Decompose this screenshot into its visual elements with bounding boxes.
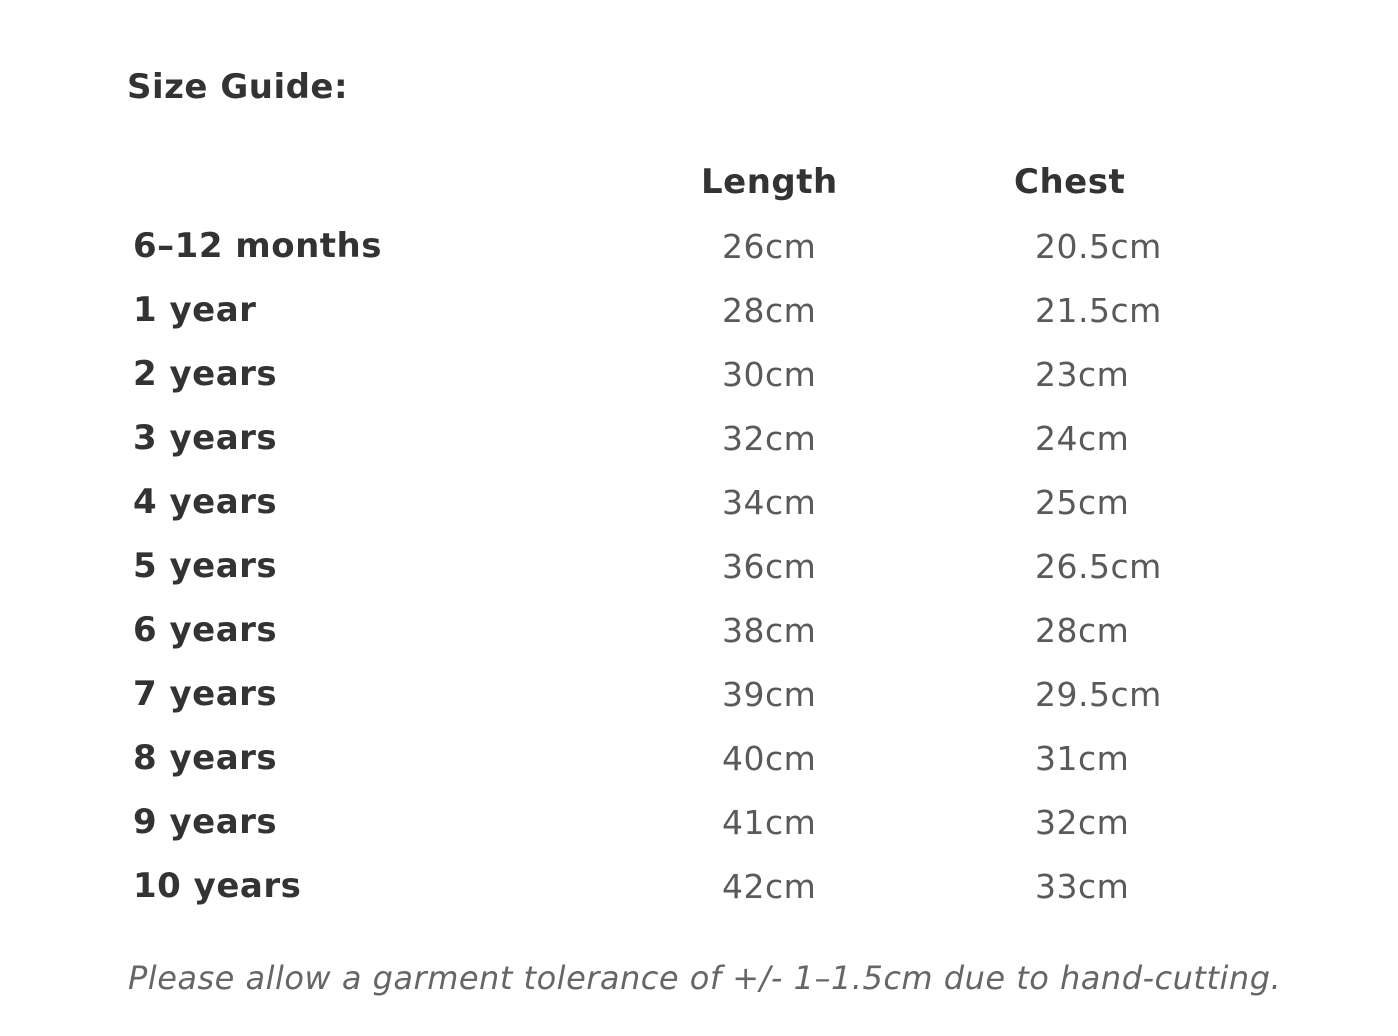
size-label: 8 years xyxy=(133,738,278,778)
size-label: 6–12 months xyxy=(133,226,382,266)
size-label: 10 years xyxy=(133,866,302,906)
size-label: 1 year xyxy=(133,290,257,330)
size-guide-title: Size Guide: xyxy=(127,67,349,107)
chest-value: 28cm xyxy=(1035,610,1130,650)
table-row xyxy=(127,342,1214,406)
length-value: 32cm xyxy=(722,418,817,458)
table-row xyxy=(127,790,1214,854)
chest-value: 21.5cm xyxy=(1035,290,1162,330)
table-row xyxy=(127,662,1214,726)
table-row xyxy=(127,854,1214,918)
table-row xyxy=(127,534,1214,598)
length-value: 39cm xyxy=(722,674,817,714)
length-value: 38cm xyxy=(722,610,817,650)
table-row xyxy=(127,726,1214,790)
chest-value: 23cm xyxy=(1035,354,1130,394)
length-value: 41cm xyxy=(722,802,817,842)
length-value: 42cm xyxy=(722,866,817,906)
chest-value: 29.5cm xyxy=(1035,674,1162,714)
length-value: 28cm xyxy=(722,290,817,330)
size-label: 9 years xyxy=(133,802,278,842)
header-length: Length xyxy=(701,162,838,202)
table-row xyxy=(127,406,1214,470)
size-label: 4 years xyxy=(133,482,278,522)
table-row xyxy=(127,214,1214,278)
size-label: 6 years xyxy=(133,610,278,650)
length-value: 36cm xyxy=(722,546,817,586)
chest-value: 25cm xyxy=(1035,482,1130,522)
table-row xyxy=(127,598,1214,662)
length-value: 40cm xyxy=(722,738,817,778)
chest-value: 20.5cm xyxy=(1035,226,1162,266)
length-value: 34cm xyxy=(722,482,817,522)
tolerance-note: Please allow a garment tolerance of +/- 1–1.5cm due to hand-cutting. xyxy=(128,959,1282,997)
size-label: 3 years xyxy=(133,418,278,458)
size-label: 2 years xyxy=(133,354,278,394)
header-chest: Chest xyxy=(1014,162,1126,202)
chest-value: 26.5cm xyxy=(1035,546,1162,586)
header-size xyxy=(127,150,701,214)
size-guide-table xyxy=(127,150,1214,918)
length-value: 26cm xyxy=(722,226,817,266)
chest-value: 33cm xyxy=(1035,866,1130,906)
table-row xyxy=(127,278,1214,342)
table-row xyxy=(127,470,1214,534)
size-label: 5 years xyxy=(133,546,278,586)
size-label: 7 years xyxy=(133,674,278,714)
chest-value: 32cm xyxy=(1035,802,1130,842)
length-value: 30cm xyxy=(722,354,817,394)
table-header-row xyxy=(127,150,1214,214)
chest-value: 24cm xyxy=(1035,418,1130,458)
chest-value: 31cm xyxy=(1035,738,1130,778)
